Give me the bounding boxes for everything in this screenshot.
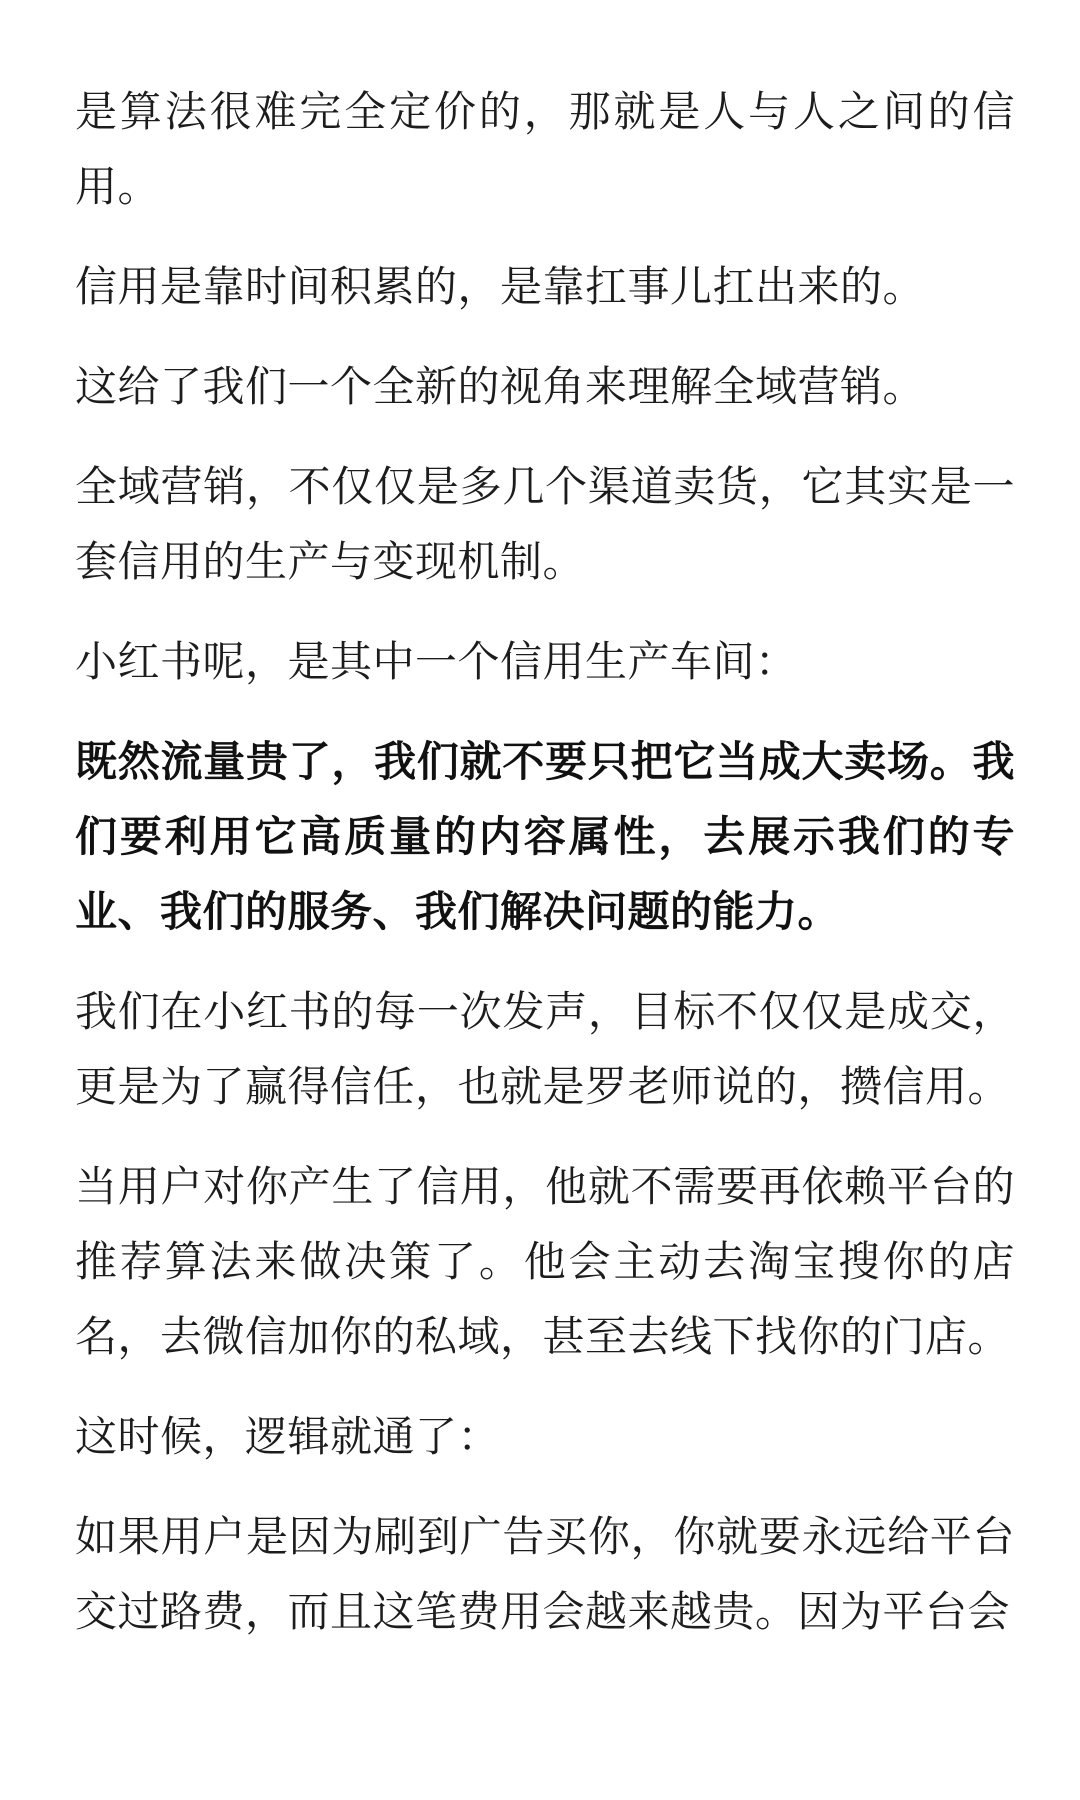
paragraph: 小红书呢，是其中一个信用生产车间：	[75, 637, 798, 686]
paragraph: 当用户对你产生了信用，他就不需要再依赖平台的推荐算法来做决策了。他会主动去淘宝搜你的店名，去微信加你的私域，甚至去线下找你的门店。	[75, 1162, 1015, 1361]
paragraph-emphasized: 既然流量贵了，我们就不要只把它当成大卖场。我们要利用它高质量的内容属性，去展示我们的专业、我们的服务、我们解决问题的能力。	[75, 737, 1015, 936]
paragraph: 如果用户是因为刷到广告买你，你就要永远给平台交过路费，而且这笔费用会越来越贵。因为平台会	[75, 1512, 1015, 1636]
paragraph: 这给了我们一个全新的视角来理解全域营销。	[75, 362, 926, 411]
article-body	[75, 74, 1015, 1674]
paragraph: 全域营销，不仅仅是多几个渠道卖货，它其实是一套信用的生产与变现机制。	[75, 462, 1015, 586]
paragraph: 信用是靠时间积累的，是靠扛事儿扛出来的。	[75, 262, 926, 311]
paragraph: 这时候，逻辑就通了：	[75, 1412, 501, 1461]
paragraph: 我们在小红书的每一次发声，目标不仅仅是成交，更是为了赢得信任，也就是罗老师说的，攒信用。	[75, 987, 1015, 1111]
paragraph: 是算法很难完全定价的，那就是人与人之间的信用。	[75, 87, 1015, 211]
